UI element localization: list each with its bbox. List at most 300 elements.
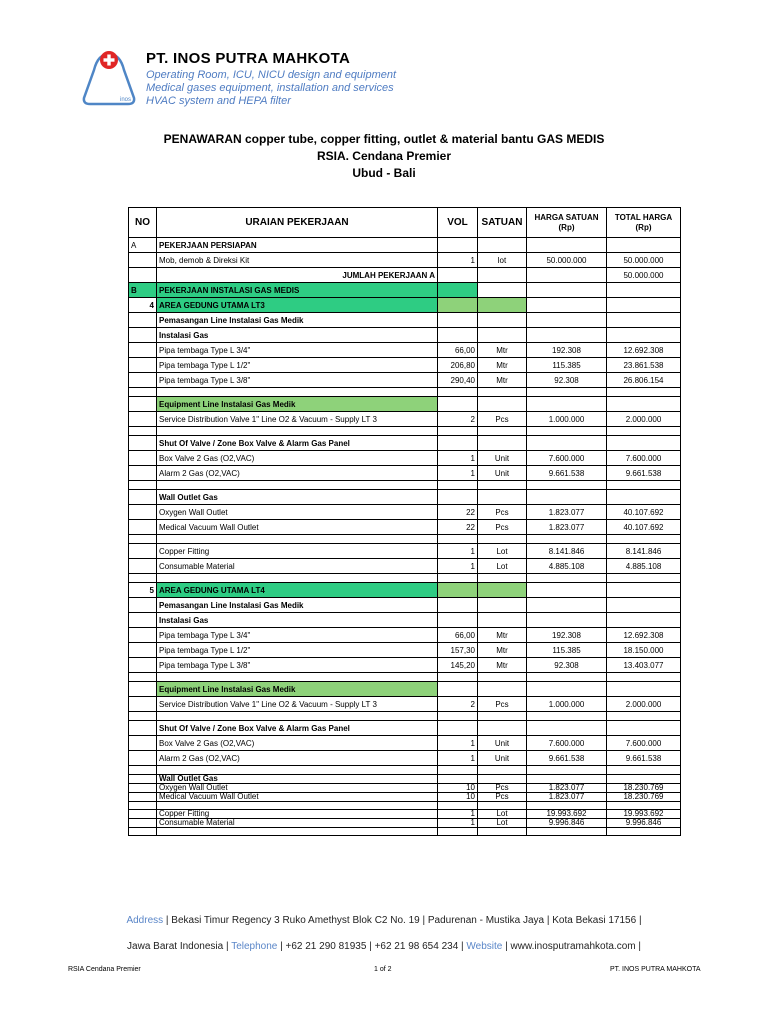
table-row bbox=[129, 682, 681, 697]
cell-total-harga: 9.661.538 bbox=[607, 466, 681, 481]
cell-harga-satuan bbox=[527, 388, 607, 397]
cell-total-harga bbox=[607, 574, 681, 583]
cell-no bbox=[129, 598, 157, 613]
cell-vol: 22 bbox=[438, 505, 478, 520]
cell-no bbox=[129, 628, 157, 643]
cell-vol: 1 bbox=[438, 253, 478, 268]
table-row bbox=[129, 697, 681, 712]
table-row bbox=[129, 658, 681, 673]
cell-no bbox=[129, 268, 157, 283]
table-row bbox=[129, 766, 681, 775]
cell-vol: 206,80 bbox=[438, 358, 478, 373]
cell-harga-satuan bbox=[527, 481, 607, 490]
table-header-row bbox=[129, 208, 681, 238]
cell-no bbox=[129, 775, 157, 784]
header-total-harga: TOTAL HARGA (Rp) bbox=[607, 208, 681, 238]
cell-satuan: Mtr bbox=[478, 358, 527, 373]
cell-vol: 10 bbox=[438, 784, 478, 793]
table-row bbox=[129, 451, 681, 466]
cell-harga-satuan bbox=[527, 490, 607, 505]
cell-harga-satuan: 19.993.692 bbox=[527, 810, 607, 819]
cell-satuan: Mtr bbox=[478, 643, 527, 658]
table-body bbox=[129, 238, 681, 836]
service-line: Operating Room, ICU, NICU design and equipment bbox=[146, 69, 397, 81]
cell-harga-satuan bbox=[527, 598, 607, 613]
cell-harga-satuan bbox=[527, 613, 607, 628]
cell-vol bbox=[438, 490, 478, 505]
cell-no bbox=[129, 828, 157, 836]
cell-uraian: Alarm 2 Gas (O2,VAC) bbox=[157, 751, 438, 766]
cell-vol bbox=[438, 535, 478, 544]
cell-uraian: Wall Outlet Gas bbox=[157, 775, 438, 784]
cell-total-harga bbox=[607, 427, 681, 436]
table-row bbox=[129, 712, 681, 721]
cell-harga-satuan bbox=[527, 673, 607, 682]
cell-uraian: Shut Of Valve / Zone Box Valve & Alarm Gas Panel bbox=[157, 721, 438, 736]
cell-no bbox=[129, 766, 157, 775]
cell-vol bbox=[438, 766, 478, 775]
cell-uraian: JUMLAH PEKERJAAN A bbox=[157, 268, 438, 283]
cell-no bbox=[129, 427, 157, 436]
cell-vol bbox=[438, 583, 478, 598]
cell-total-harga bbox=[607, 436, 681, 451]
cell-satuan: Unit bbox=[478, 736, 527, 751]
cell-harga-satuan: 115.385 bbox=[527, 643, 607, 658]
cell-uraian bbox=[157, 574, 438, 583]
cell-total-harga bbox=[607, 397, 681, 412]
cell-satuan bbox=[478, 388, 527, 397]
cell-no bbox=[129, 490, 157, 505]
header-no: NO bbox=[129, 208, 157, 238]
cell-harga-satuan: 1.823.077 bbox=[527, 520, 607, 535]
cell-no bbox=[129, 253, 157, 268]
cell-no bbox=[129, 751, 157, 766]
cell-uraian bbox=[157, 673, 438, 682]
cell-satuan bbox=[478, 238, 527, 253]
cell-uraian: Consumable Material bbox=[157, 819, 438, 828]
cell-no bbox=[129, 793, 157, 802]
cell-vol bbox=[438, 574, 478, 583]
cell-total-harga: 12.692.308 bbox=[607, 343, 681, 358]
table-row bbox=[129, 238, 681, 253]
cell-satuan bbox=[478, 436, 527, 451]
table-row bbox=[129, 283, 681, 298]
cell-satuan: Pcs bbox=[478, 505, 527, 520]
cell-no bbox=[129, 388, 157, 397]
cell-uraian: Alarm 2 Gas (O2,VAC) bbox=[157, 466, 438, 481]
cell-vol: 1 bbox=[438, 736, 478, 751]
cell-satuan: Pcs bbox=[478, 697, 527, 712]
cell-harga-satuan bbox=[527, 436, 607, 451]
cell-total-harga: 12.692.308 bbox=[607, 628, 681, 643]
cell-total-harga: 18.150.000 bbox=[607, 643, 681, 658]
cell-satuan: Pcs bbox=[478, 412, 527, 427]
cell-satuan: Mtr bbox=[478, 343, 527, 358]
cell-total-harga: 9.996.846 bbox=[607, 819, 681, 828]
table-row bbox=[129, 793, 681, 802]
website-label: Website bbox=[466, 941, 503, 952]
cell-vol bbox=[438, 298, 478, 313]
cell-total-harga: 2.000.000 bbox=[607, 697, 681, 712]
cell-uraian: Consumable Material bbox=[157, 559, 438, 574]
cell-total-harga bbox=[607, 613, 681, 628]
table-row bbox=[129, 559, 681, 574]
company-logo bbox=[80, 48, 138, 106]
cell-uraian: Pipa tembaga Type L 3/8" bbox=[157, 373, 438, 388]
cell-total-harga: 26.806.154 bbox=[607, 373, 681, 388]
cell-total-harga: 4.885.108 bbox=[607, 559, 681, 574]
cell-no bbox=[129, 343, 157, 358]
cell-harga-satuan bbox=[527, 397, 607, 412]
cell-total-harga: 50.000.000 bbox=[607, 268, 681, 283]
cell-satuan bbox=[478, 298, 527, 313]
table-row bbox=[129, 736, 681, 751]
cell-satuan bbox=[478, 613, 527, 628]
cell-total-harga: 7.600.000 bbox=[607, 451, 681, 466]
cell-satuan bbox=[478, 535, 527, 544]
cell-vol: 290,40 bbox=[438, 373, 478, 388]
cell-satuan bbox=[478, 268, 527, 283]
cell-uraian: Box Valve 2 Gas (O2,VAC) bbox=[157, 451, 438, 466]
cell-uraian bbox=[157, 802, 438, 810]
cell-no bbox=[129, 412, 157, 427]
cell-vol bbox=[438, 682, 478, 697]
cell-no bbox=[129, 313, 157, 328]
document-location: Ubud - Bali bbox=[352, 166, 416, 180]
cell-uraian: AREA GEDUNG UTAMA LT4 bbox=[157, 583, 438, 598]
header-satuan: SATUAN bbox=[478, 208, 527, 238]
cell-no bbox=[129, 712, 157, 721]
table-row bbox=[129, 819, 681, 828]
cell-satuan bbox=[478, 490, 527, 505]
cell-harga-satuan bbox=[527, 766, 607, 775]
cell-satuan: lot bbox=[478, 253, 527, 268]
cell-vol bbox=[438, 481, 478, 490]
service-line: HVAC system and HEPA filter bbox=[146, 95, 291, 107]
services-list bbox=[146, 69, 396, 108]
cell-satuan: Pcs bbox=[478, 520, 527, 535]
table-row bbox=[129, 802, 681, 810]
address-text: | Bekasi Timur Regency 3 Ruko Amethyst Blok C2 No. 19 | Padurenan - Mustika Jaya | Kota Bekasi 17156 | bbox=[163, 915, 642, 926]
cell-harga-satuan bbox=[527, 268, 607, 283]
cell-harga-satuan bbox=[527, 535, 607, 544]
cell-uraian bbox=[157, 766, 438, 775]
cell-uraian bbox=[157, 427, 438, 436]
footer-left: RSIA Cendana Premier bbox=[68, 966, 141, 973]
cell-no bbox=[129, 643, 157, 658]
cell-total-harga bbox=[607, 721, 681, 736]
cell-no bbox=[129, 559, 157, 574]
cell-total-harga: 9.661.538 bbox=[607, 751, 681, 766]
cell-uraian: Medical Vacuum Wall Outlet bbox=[157, 520, 438, 535]
cell-vol bbox=[438, 268, 478, 283]
cell-total-harga bbox=[607, 298, 681, 313]
cell-harga-satuan: 192.308 bbox=[527, 343, 607, 358]
cell-uraian: Shut Of Valve / Zone Box Valve & Alarm Gas Panel bbox=[157, 436, 438, 451]
cell-harga-satuan: 7.600.000 bbox=[527, 451, 607, 466]
header-uraian: URAIAN PEKERJAAN bbox=[157, 208, 438, 238]
cell-harga-satuan bbox=[527, 427, 607, 436]
cell-satuan bbox=[478, 712, 527, 721]
cell-harga-satuan: 92.308 bbox=[527, 658, 607, 673]
cell-satuan bbox=[478, 397, 527, 412]
website-text: | www.inosputramahkota.com | bbox=[502, 941, 641, 952]
logo-text: inos bbox=[120, 97, 132, 103]
cell-satuan bbox=[478, 775, 527, 784]
cell-uraian: PEKERJAAN INSTALASI GAS MEDIS bbox=[157, 283, 438, 298]
address-line-2 bbox=[0, 941, 768, 952]
cell-harga-satuan: 7.600.000 bbox=[527, 736, 607, 751]
cell-no bbox=[129, 451, 157, 466]
document-titles bbox=[0, 131, 768, 182]
table-row bbox=[129, 520, 681, 535]
quotation-table bbox=[128, 207, 681, 836]
table-row bbox=[129, 544, 681, 559]
cell-harga-satuan: 9.996.846 bbox=[527, 819, 607, 828]
cell-vol bbox=[438, 673, 478, 682]
table-row bbox=[129, 784, 681, 793]
table-row bbox=[129, 583, 681, 598]
header-vol: VOL bbox=[438, 208, 478, 238]
cell-no bbox=[129, 466, 157, 481]
table-row bbox=[129, 490, 681, 505]
cell-total-harga bbox=[607, 328, 681, 343]
cell-harga-satuan: 1.823.077 bbox=[527, 793, 607, 802]
cell-harga-satuan bbox=[527, 712, 607, 721]
cell-harga-satuan bbox=[527, 574, 607, 583]
cell-uraian: Box Valve 2 Gas (O2,VAC) bbox=[157, 736, 438, 751]
cell-total-harga bbox=[607, 828, 681, 836]
cell-total-harga bbox=[607, 313, 681, 328]
cell-no bbox=[129, 721, 157, 736]
cell-vol bbox=[438, 238, 478, 253]
cell-uraian: Mob, demob & Direksi Kit bbox=[157, 253, 438, 268]
cell-vol: 66,00 bbox=[438, 628, 478, 643]
cell-no bbox=[129, 544, 157, 559]
cell-no: B bbox=[129, 283, 157, 298]
cell-total-harga bbox=[607, 775, 681, 784]
cell-total-harga bbox=[607, 283, 681, 298]
cell-satuan: Unit bbox=[478, 466, 527, 481]
table-row bbox=[129, 481, 681, 490]
cell-satuan: Pcs bbox=[478, 784, 527, 793]
table-row bbox=[129, 810, 681, 819]
cell-uraian bbox=[157, 535, 438, 544]
table-row bbox=[129, 775, 681, 784]
cell-vol: 1 bbox=[438, 559, 478, 574]
cell-satuan bbox=[478, 673, 527, 682]
cell-total-harga bbox=[607, 682, 681, 697]
cell-total-harga: 23.861.538 bbox=[607, 358, 681, 373]
cell-vol bbox=[438, 427, 478, 436]
table-row bbox=[129, 313, 681, 328]
cell-uraian: Oxygen Wall Outlet bbox=[157, 505, 438, 520]
cell-total-harga bbox=[607, 712, 681, 721]
cell-uraian: Pipa tembaga Type L 3/4" bbox=[157, 628, 438, 643]
cell-no bbox=[129, 574, 157, 583]
table-row bbox=[129, 373, 681, 388]
cell-satuan bbox=[478, 283, 527, 298]
cell-vol bbox=[438, 313, 478, 328]
cell-harga-satuan bbox=[527, 775, 607, 784]
table-row bbox=[129, 628, 681, 643]
cell-total-harga: 18.230.769 bbox=[607, 784, 681, 793]
cell-satuan bbox=[478, 598, 527, 613]
cell-no bbox=[129, 658, 157, 673]
cell-harga-satuan: 92.308 bbox=[527, 373, 607, 388]
cell-satuan: Lot bbox=[478, 810, 527, 819]
cell-total-harga bbox=[607, 535, 681, 544]
cell-no bbox=[129, 481, 157, 490]
cell-satuan bbox=[478, 682, 527, 697]
cell-no bbox=[129, 613, 157, 628]
cell-uraian: Equipment Line Instalasi Gas Medik bbox=[157, 397, 438, 412]
table-row bbox=[129, 598, 681, 613]
cell-vol: 10 bbox=[438, 793, 478, 802]
cell-satuan bbox=[478, 766, 527, 775]
cell-harga-satuan: 4.885.108 bbox=[527, 559, 607, 574]
cell-no bbox=[129, 802, 157, 810]
cell-vol: 66,00 bbox=[438, 343, 478, 358]
cell-no bbox=[129, 397, 157, 412]
cell-satuan bbox=[478, 574, 527, 583]
cell-total-harga: 19.993.692 bbox=[607, 810, 681, 819]
cell-satuan: Lot bbox=[478, 544, 527, 559]
cell-vol: 22 bbox=[438, 520, 478, 535]
cell-uraian: PEKERJAAN PERSIAPAN bbox=[157, 238, 438, 253]
table-row bbox=[129, 751, 681, 766]
cell-satuan: Pcs bbox=[478, 793, 527, 802]
cell-uraian: Copper Fitting bbox=[157, 810, 438, 819]
cell-no bbox=[129, 520, 157, 535]
cell-harga-satuan bbox=[527, 328, 607, 343]
cell-no bbox=[129, 436, 157, 451]
cell-no bbox=[129, 535, 157, 544]
table-row bbox=[129, 298, 681, 313]
header-harga-satuan: HARGA SATUAN (Rp) bbox=[527, 208, 607, 238]
cell-uraian bbox=[157, 712, 438, 721]
cell-vol bbox=[438, 712, 478, 721]
footer-right: PT. INOS PUTRA MAHKOTA bbox=[610, 966, 701, 973]
cell-total-harga: 40.107.692 bbox=[607, 505, 681, 520]
cell-no bbox=[129, 810, 157, 819]
cell-harga-satuan bbox=[527, 238, 607, 253]
cell-uraian: Pipa tembaga Type L 3/4" bbox=[157, 343, 438, 358]
cell-total-harga: 8.141.846 bbox=[607, 544, 681, 559]
table-row bbox=[129, 397, 681, 412]
table-row bbox=[129, 535, 681, 544]
cell-vol: 1 bbox=[438, 466, 478, 481]
cell-satuan bbox=[478, 583, 527, 598]
cell-vol bbox=[438, 598, 478, 613]
cell-uraian: Instalasi Gas bbox=[157, 613, 438, 628]
table-row bbox=[129, 436, 681, 451]
cell-no bbox=[129, 736, 157, 751]
cell-harga-satuan bbox=[527, 298, 607, 313]
document-subtitle: RSIA. Cendana Premier bbox=[316, 149, 452, 163]
cell-vol bbox=[438, 388, 478, 397]
cell-satuan bbox=[478, 313, 527, 328]
cell-total-harga bbox=[607, 490, 681, 505]
address-region: Jawa Barat Indonesia | bbox=[127, 941, 232, 952]
cell-uraian: Pemasangan Line Instalasi Gas Medik bbox=[157, 313, 438, 328]
table-row bbox=[129, 613, 681, 628]
cell-uraian: Instalasi Gas bbox=[157, 328, 438, 343]
cell-uraian: Equipment Line Instalasi Gas Medik bbox=[157, 682, 438, 697]
address-line-1 bbox=[0, 915, 768, 926]
cell-uraian: Pipa tembaga Type L 1/2" bbox=[157, 358, 438, 373]
cell-no bbox=[129, 373, 157, 388]
table-row bbox=[129, 328, 681, 343]
cell-vol: 1 bbox=[438, 810, 478, 819]
cell-harga-satuan: 9.661.538 bbox=[527, 466, 607, 481]
cell-total-harga: 18.230.769 bbox=[607, 793, 681, 802]
table-row bbox=[129, 828, 681, 836]
cell-satuan: Unit bbox=[478, 451, 527, 466]
cell-uraian: Pipa tembaga Type L 1/2" bbox=[157, 643, 438, 658]
table-row bbox=[129, 268, 681, 283]
cell-total-harga bbox=[607, 766, 681, 775]
cell-vol bbox=[438, 721, 478, 736]
table-row bbox=[129, 253, 681, 268]
table-row bbox=[129, 358, 681, 373]
cell-satuan bbox=[478, 828, 527, 836]
cell-vol: 1 bbox=[438, 751, 478, 766]
cell-harga-satuan bbox=[527, 802, 607, 810]
cell-no bbox=[129, 784, 157, 793]
cell-satuan: Lot bbox=[478, 559, 527, 574]
telephone-text: | +62 21 290 81935 | +62 21 98 654 234 | bbox=[277, 941, 467, 952]
cell-harga-satuan bbox=[527, 682, 607, 697]
cell-vol: 2 bbox=[438, 697, 478, 712]
table-row bbox=[129, 721, 681, 736]
cell-uraian: Pipa tembaga Type L 3/8" bbox=[157, 658, 438, 673]
cell-satuan bbox=[478, 721, 527, 736]
cell-harga-satuan bbox=[527, 583, 607, 598]
cell-total-harga: 2.000.000 bbox=[607, 412, 681, 427]
cell-satuan: Mtr bbox=[478, 628, 527, 643]
cell-total-harga bbox=[607, 598, 681, 613]
company-name: PT. INOS PUTRA MAHKOTA bbox=[146, 50, 351, 67]
cell-harga-satuan: 9.661.538 bbox=[527, 751, 607, 766]
cell-no bbox=[129, 328, 157, 343]
cell-vol bbox=[438, 613, 478, 628]
cell-uraian: Service Distribution Valve 1" Line O2 & Vacuum - Supply LT 3 bbox=[157, 697, 438, 712]
cell-harga-satuan: 192.308 bbox=[527, 628, 607, 643]
footer-page: 1 of 2 bbox=[374, 966, 392, 973]
cell-harga-satuan: 8.141.846 bbox=[527, 544, 607, 559]
table-row bbox=[129, 466, 681, 481]
cell-harga-satuan: 115.385 bbox=[527, 358, 607, 373]
cell-total-harga: 13.403.077 bbox=[607, 658, 681, 673]
cell-satuan bbox=[478, 427, 527, 436]
cell-uraian: Wall Outlet Gas bbox=[157, 490, 438, 505]
table-row bbox=[129, 427, 681, 436]
cell-vol bbox=[438, 436, 478, 451]
address-label: Address bbox=[126, 915, 164, 926]
cell-harga-satuan bbox=[527, 828, 607, 836]
cell-vol: 2 bbox=[438, 412, 478, 427]
cell-total-harga: 40.107.692 bbox=[607, 520, 681, 535]
cell-no bbox=[129, 682, 157, 697]
cell-uraian: Service Distribution Valve 1" Line O2 & Vacuum - Supply LT 3 bbox=[157, 412, 438, 427]
cell-uraian: Pemasangan Line Instalasi Gas Medik bbox=[157, 598, 438, 613]
cell-total-harga bbox=[607, 673, 681, 682]
cell-no bbox=[129, 697, 157, 712]
cell-harga-satuan: 1.000.000 bbox=[527, 697, 607, 712]
cell-uraian bbox=[157, 388, 438, 397]
table-row bbox=[129, 505, 681, 520]
